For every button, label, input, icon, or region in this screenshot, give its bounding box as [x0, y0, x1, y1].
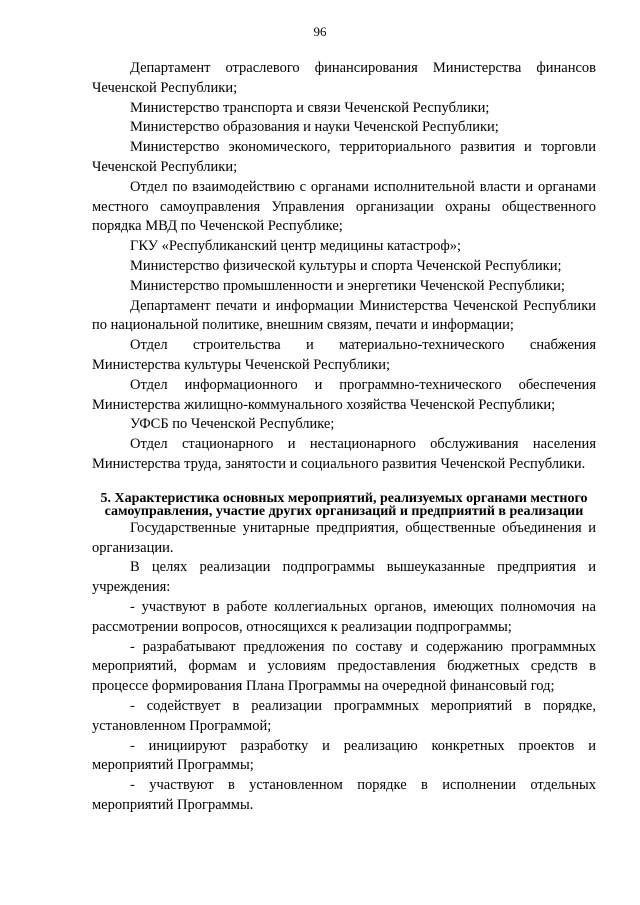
paragraph: Отдел стационарного и нестационарного обслуживания населения Министерства труда, занятости и социального развития Чеченской Республики.	[92, 436, 596, 472]
paragraph: Министерство промышленности и энергетики Чеченской Республики;	[130, 277, 565, 294]
list-item: - разрабатывают предложения по составу и содержанию программных мероприятий, формам и условиям предоставления бюджетных средств в процессе формирования Плана Программы на очередной финансовый год;	[92, 638, 596, 695]
list-item: - участвуют в работе коллегиальных органов, имеющих полномочия на рассмотрении вопросов, относящихся к реализации подпрограммы;	[92, 598, 596, 635]
list-item: - участвуют в установленном порядке в исполнении отдельных мероприятий Программы.	[92, 777, 596, 813]
paragraph: Отдел строительства и материально-технического снабжения Министерства культуры Чеченской Республики;	[92, 337, 596, 373]
paragraph: УФСБ по Чеченской Республике;	[130, 416, 335, 433]
section-heading: 5. Характеристика основных мероприятий, реализуемых органами местного самоуправления, участие других организаций и предприятий в реализации	[100, 490, 588, 520]
document-body	[92, 59, 596, 816]
paragraph: Отдел информационного и программно-технического обеспечения Министерства жилищно-коммунального хозяйства Чеченской Республики;	[92, 376, 596, 413]
list-item: - содействует в реализации программных мероприятий в порядке, установленном Программой;	[92, 697, 596, 734]
paragraph: Департамент отраслевого финансирования Министерства финансов Чеченской Республики;	[92, 60, 596, 96]
paragraph: Министерство транспорта и связи Чеченской Республики;	[130, 99, 490, 116]
paragraph: Отдел по взаимодействию с органами исполнительной власти и органами местного самоуправления Управления организации охраны общественного порядка МВД по Чеченской Республике;	[92, 178, 596, 235]
page-number: 96	[313, 24, 327, 39]
section-paragraph: Государственные унитарные предприятия, общественные объединения и организации.	[92, 519, 596, 556]
section-paragraph: В целях реализации подпрограммы вышеуказанные предприятия и учреждения:	[92, 559, 596, 596]
paragraph: Департамент печати и информации Министерства Чеченской Республики по национальной политике, внешним связям, печати и информации;	[92, 297, 596, 334]
paragraph: ГКУ «Республиканский центр медицины катастроф»;	[130, 238, 461, 255]
list-item: - инициируют разработку и реализацию конкретных проектов и мероприятий Программы;	[92, 737, 596, 774]
paragraph: Министерство физической культуры и спорта Чеченской Республики;	[130, 257, 562, 274]
paragraph: Министерство экономического, территориального развития и торговли Чеченской Республики;	[92, 139, 596, 175]
paragraph: Министерство образования и науки Чеченской Республики;	[130, 119, 499, 136]
